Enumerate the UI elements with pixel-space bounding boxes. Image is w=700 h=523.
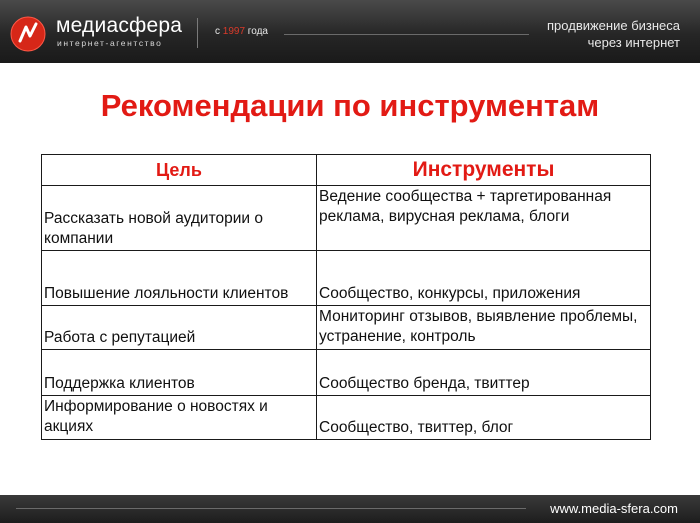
- header-divider: [197, 18, 198, 48]
- table-header-row: [42, 155, 651, 186]
- header-rule: [284, 34, 529, 35]
- since-prefix: с: [215, 26, 223, 37]
- column-header-tools: Инструменты: [317, 155, 651, 186]
- page-title: Рекомендации по инструментам: [100, 88, 600, 123]
- tagline-line-2: через интернет: [587, 35, 680, 50]
- tools-cell: Ведение сообщества + таргетированная реклама, вирусная реклама, блоги: [317, 186, 651, 251]
- logo-subtitle: интернет-агентство: [57, 38, 163, 48]
- since-suffix: года: [245, 26, 268, 37]
- logo-name: медиасфера: [56, 14, 183, 37]
- tagline-line-1: продвижение бизнеса: [547, 18, 680, 33]
- footer-rule: [16, 508, 526, 509]
- goal-cell: Работа с репутацией: [42, 306, 317, 350]
- tagline: [547, 17, 680, 51]
- column-header-goal: Цель: [42, 155, 317, 186]
- table-row: [42, 186, 651, 251]
- logo-icon: [8, 14, 48, 54]
- tools-cell: Сообщество бренда, твиттер: [317, 350, 651, 396]
- since-label: [215, 26, 268, 37]
- goal-cell: Поддержка клиентов: [42, 350, 317, 396]
- goal-cell: Рассказать новой аудитории о компании: [42, 186, 317, 251]
- table-row: [42, 396, 651, 440]
- table-row: [42, 350, 651, 396]
- header-bar: [0, 0, 700, 63]
- goal-cell: Информирование о новостях и акциях: [42, 396, 317, 440]
- since-year: 1997: [222, 26, 246, 37]
- website-url: www.media-sfera.com: [550, 501, 678, 516]
- goal-cell: Повышение лояльности клиентов: [42, 251, 317, 306]
- table-row: [42, 251, 651, 306]
- tools-cell: Сообщество, твиттер, блог: [317, 396, 651, 440]
- footer-bar: [0, 495, 700, 523]
- table-row: [42, 306, 651, 350]
- recommendations-table: [41, 154, 651, 440]
- tools-cell: Сообщество, конкурсы, приложения: [317, 251, 651, 306]
- tools-cell: Мониторинг отзывов, выявление проблемы, устранение, контроль: [317, 306, 651, 350]
